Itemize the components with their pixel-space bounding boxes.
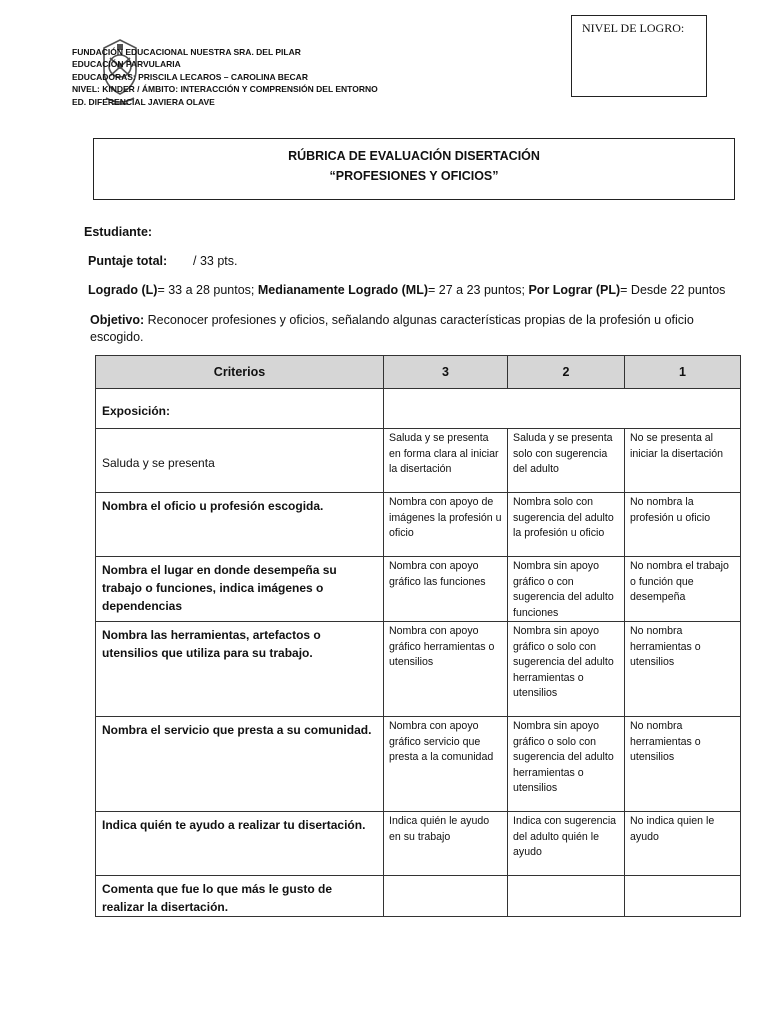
score-2-cell: Indica con sugerencia del adulto quién le ayudo [508,812,625,876]
logrado-label: Logrado (L) [88,283,158,297]
score-1-cell: No se presenta al iniciar la disertación [625,429,741,493]
header-line: EDUCACIÓN PARVULARIA [72,59,181,70]
rubric-table [95,355,741,917]
nivel-logro-box[interactable] [571,15,707,97]
score-2-cell: Nombra sin apoyo gráfico o con sugerencia del adulto funciones [508,557,625,622]
criterion-cell: Nombra las herramientas, artefactos o utensilios que utiliza para su trabajo. [96,622,384,717]
puntaje-row [88,254,238,268]
header-line: NIVEL: KINDER / ÁMBITO: INTERACCIÓN Y COMPRENSIÓN DEL ENTORNO [72,84,378,95]
objetivo [90,312,710,346]
score-3-cell: Saluda y se presenta en forma clara al iniciar la disertación [384,429,508,493]
por-lograr-range: = Desde 22 puntos [620,283,726,297]
criterion-cell: Comenta que fue lo que más le gusto de realizar la disertación. [96,876,384,917]
table-header-row [96,356,741,389]
score-1-cell: No nombra el trabajo o función que desempeña [625,557,741,622]
table-row [96,493,741,557]
criterion-cell: Nombra el oficio u profesión escogida. [96,493,384,557]
score-3-cell: Nombra con apoyo de imágenes la profesión u oficio [384,493,508,557]
logrado-range: = 33 a 28 puntos; [157,283,258,297]
section-row [96,389,741,429]
score-2-cell: Saluda y se presenta solo con sugerencia del adulto [508,429,625,493]
table-row [96,429,741,493]
puntaje-value: / 33 pts. [193,254,238,268]
section-empty-cell [384,389,741,429]
title-box [93,138,735,200]
institution-header [72,46,378,108]
score-3-cell: Nombra con apoyo gráfico servicio que presta a la comunidad [384,717,508,812]
score-3-cell: Nombra con apoyo gráfico herramientas o utensilios [384,622,508,717]
column-header: 2 [508,356,625,389]
column-header: 1 [625,356,741,389]
page-title: RÚBRICA DE EVALUACIÓN DISERTACIÓN [288,149,540,163]
puntaje-label: Puntaje total: [88,254,168,268]
table-row [96,876,741,917]
score-2-cell: Nombra sin apoyo gráfico o solo con sugerencia del adulto herramientas o utensilios [508,622,625,717]
header-line: FUNDACIÓN EDUCACIONAL NUESTRA SRA. DEL PILAR [72,47,301,57]
criterion-cell: Indica quién te ayudo a realizar tu disertación. [96,812,384,876]
page-subtitle: “PROFESIONES Y OFICIOS” [329,169,499,183]
score-1-cell: No indica quien le ayudo [625,812,741,876]
score-2-cell: Nombra sin apoyo gráfico o solo con sugerencia del adulto herramientas o utensilios [508,717,625,812]
medianamente-label: Medianamente Logrado (ML) [257,283,429,297]
score-3-cell: Nombra con apoyo gráfico las funciones [384,557,508,622]
por-lograr-label: Por Lograr (PL) [528,283,621,297]
score-1-cell: No nombra la profesión u oficio [625,493,741,557]
score-2-cell[interactable] [508,876,625,917]
medianamente-range: = 27 a 23 puntos; [428,283,529,297]
score-1-cell: No nombra herramientas o utensilios [625,717,741,812]
objetivo-label: Objetivo: [90,313,145,327]
objetivo-text: Reconocer profesiones y oficios, señalando algunas características propias de la profesión u oficio escogido. [90,313,694,344]
column-header: 3 [384,356,508,389]
header-line: ED. DIFERENCIAL JAVIERA OLAVE [72,96,215,107]
score-3-cell: Indica quién le ayudo en su trabajo [384,812,508,876]
score-1-cell[interactable] [625,876,741,917]
niveles-logro [88,283,725,297]
header-line: EDUCADORAS: PRISCILA LECAROS – CAROLINA BECAR [72,71,308,82]
table-row [96,812,741,876]
table-row [96,622,741,717]
score-2-cell: Nombra solo con sugerencia del adulto la profesión u oficio [508,493,625,557]
table-row [96,557,741,622]
score-1-cell: No nombra herramientas o utensilios [625,622,741,717]
column-header: Criterios [96,356,384,389]
score-3-cell[interactable] [384,876,508,917]
table-row [96,717,741,812]
student-label: Estudiante: [84,225,153,239]
criterion-cell: Nombra el servicio que presta a su comunidad. [96,717,384,812]
criterion-cell: Saluda y se presenta [96,429,384,493]
section-label: Exposición: [96,389,384,429]
criterion-cell: Nombra el lugar en donde desempeña su trabajo o funciones, indica imágenes o dependencias [96,557,384,622]
nivel-logro-label: NIVEL DE LOGRO: [582,21,685,35]
